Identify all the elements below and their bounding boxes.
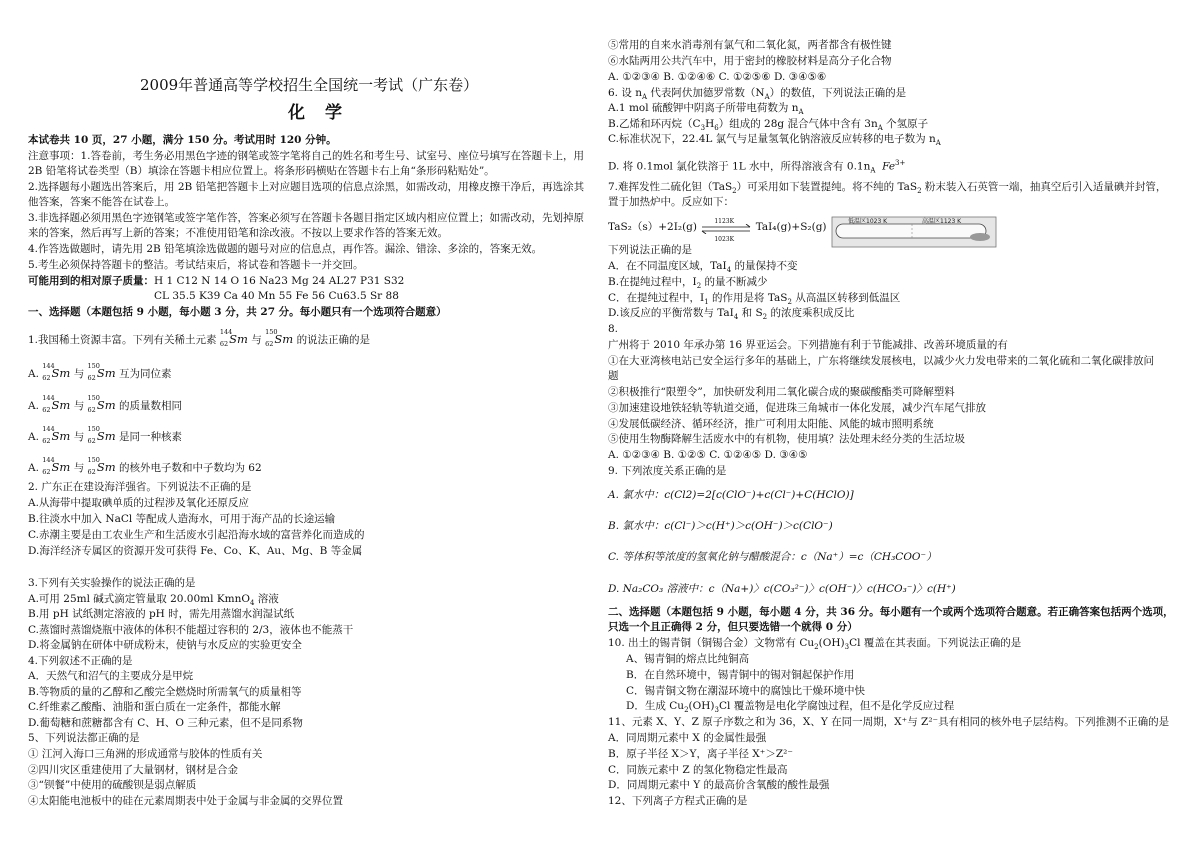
q10-option-d: D．生成 $Cu_2(OH)_3Cl$ 覆盖物是电化学腐蚀过程，但不是化学反应过程 (626, 700, 955, 715)
q6-stem: 6. 设 $n_A$ 代表阿伏加德罗常数$(N_A)$的数值，下列说法正确的是 (608, 87, 907, 102)
exam-info: 本试卷共 10 页，27 小题，满分 150 分。考试用时 120 分钟。 (28, 134, 337, 146)
note-1b: 2B 铅笔将试卷类型（B）填涂在答题卡相应位置上。将条形码横贴在答题卡右上角“条形码粘贴处”。 (28, 165, 495, 177)
q5-stem: 5、下列说法都正确的是 (28, 732, 140, 744)
q5-statement-2: ②四川灾区重建使用了大量钢材，钢材是合金 (28, 764, 238, 776)
q8-statement-2: ②积极推行“限塑令”，加快研发利用二氧化碳合成的聚碳酸酯类可降解塑料 (608, 386, 955, 398)
note-4: 4.作答选做题时，请先用 2B 铅笔填涂选做题的题号对应的信息点，再作答。漏涂、错涂、多涂的，答案无效。 (28, 243, 543, 255)
q5-statement-5: ⑤常用的自来水消毒剂有氯气和二氧化氮，两者都含有极性键 (608, 39, 892, 51)
q1-option-b: A. 144 $_{62}$Sm 与 150 $_{62}$Sm 的质量数相同 (28, 394, 182, 414)
q6-option-b: B.乙烯和环丙烷$(C_3H_6)$组成的 28g 混合气体中含有 $3n_A$ 个氢原子 (608, 118, 929, 133)
q7-option-d: D.该反应的平衡常数与 TaI$_4$ 和 $S_2$ 的浓度乘积成反比 (608, 307, 855, 322)
q5-statement-6: ⑥水陆两用公共汽车中，用于密封的橡胶材料是高分子化合物 (608, 55, 892, 67)
q7-equation: TaS₂（s）+2I₂(g) 1123K 1023K TaI₄(g)+S₂(g) (608, 218, 827, 243)
q5-statement-1: ① 江河入海口三角洲的形成通常与胶体的性质有关 (28, 748, 263, 760)
section-2-heading-2: 只选一个且正确得 2 分，但只要选错一个就得 0 分） (608, 621, 858, 633)
note-5: 5.考生必须保持答题卡的整洁。考试结束后，将试卷和答题卡一并交回。 (28, 259, 364, 271)
q2-stem: 2. 广东正在建设海洋强省。下列说法不正确的是 (28, 481, 252, 493)
q9-stem: 9. 下列浓度关系正确的是 (608, 465, 727, 477)
q8-statement-5: ⑤使用生物酶降解生活废水中的有机物，使用填？法处理未经分类的生活垃圾 (608, 433, 965, 445)
q1-stem: 1.我国稀土资源丰富。下列有关稀土元素 144 $_{62}$Sm 与 150 $_{62}$Sm 的说法正确的是 (28, 332, 370, 351)
q7-stem: 7.难挥发性二硫化钽（TaS$_2$）可采用如下装置提纯。将不纯的 TaS$_2$ 粉末装入石英管一端，抽真空后引入适量碘并封管， (608, 181, 1167, 196)
q5-options: A. ①②③④ B. ①②④⑥ C. ①②⑤⑥ D. ③④⑤⑥ (608, 71, 827, 83)
q11-option-c: C．同族元素中 Z 的氢化物稳定性最高 (608, 764, 788, 776)
q8-statement-3: ③加速建设地铁轻轨等轨道交通，促进珠三角城市一体化发展，减少汽车尾气排放 (608, 402, 986, 414)
q3-option-b: B.用 pH 试纸测定溶液的 pH 时，需先用蒸馏水润湿试纸 (28, 608, 295, 620)
q6-option-d: D. 将 0.1mol 氯化铁溶于 1L 水中，所得溶液含有 $0.1n_A$ $Fe^{3+}$ (608, 159, 906, 175)
exam-subject: 化学 (288, 103, 362, 123)
q8-statement-4: ④发展低碳经济、循环经济，推广可利用太阳能、风能的城市照明系统 (608, 418, 934, 430)
q7-option-a: A．在不同温度区域，TaI$_4$ 的量保持不变 (608, 260, 798, 275)
q1-option-a: A. 144 $_{62}$Sm 与 150 $_{62}$Sm 互为同位素 (28, 362, 172, 382)
note-2a: 2.选择题每小题选出答案后，用 2B 铅笔把答题卡上对应题目选项的信息点涂黑，如需改动，用橡皮擦干净后，再选涂其 (28, 181, 585, 193)
atomic-masses-line-2: CL 35.5 K39 Ca 40 Mn 55 Fe 56 Cu63.5 Sr 88 (154, 290, 399, 302)
q4-option-b: B.等物质的量的乙醇和乙酸完全燃烧时所需氧气的质量相等 (28, 686, 302, 698)
q7-stem-2: 置于加热炉中。反应如下： (608, 196, 734, 208)
q10-option-a: A、锡青铜的熔点比纯铜高 (626, 653, 750, 665)
note-1a: 注意事项：1.答卷前，考生务必用黑色字迹的钢笔或签字笔将自己的姓名和考生号、试室号、座位号填写在答题卡上，用 (28, 150, 585, 162)
q4-option-c: C.纤维素乙酸酯、油脂和蛋白质在一定条件，都能水解 (28, 701, 281, 713)
q4-option-d: D.葡萄糖和蔗糖都含有 C、H、O 三种元素，但不是同系物 (28, 717, 303, 729)
atomic-masses-line-1: 可能用到的相对原子质量：H 1 C12 N 14 O 16 Na23 Mg 24 AL27 P31 S32 (28, 275, 405, 287)
q11-option-b: B．原子半径 X＞Y，离子半径 X⁺＞Z²⁻ (608, 748, 793, 760)
q2-option-d: D.海洋经济专属区的资源开发可获得 Fe、Co、K、Au、Mg、B 等金属 (28, 545, 363, 557)
q8-statement-1b: 题 (608, 370, 619, 382)
quartz-tube-diagram (830, 215, 1000, 251)
q1-option-c: A. 144 $_{62}$Sm 与 150 $_{62}$Sm 是同一种核素 (28, 425, 182, 445)
q9-option-c: C. 等体积等浓度的氢氧化钠与醋酸混合：c（Na⁺）=c（CH₃COO⁻） (608, 551, 937, 563)
exam-title: 2009年普通高等学校招生全国统一考试（广东卷） (140, 76, 479, 94)
note-3b: 来的答案，然后再写上新的答案；不准使用铅笔和涂改液。不按以上要求作答的答案无效。 (28, 227, 448, 239)
q3-option-a: A.可用 25ml 碱式滴定管量取 20.00ml KmnO$_4$ 溶液 (28, 593, 279, 608)
q3-option-d: D.将金属钠在研体中研成粉末，使钠与水反应的实验更安全 (28, 639, 302, 651)
q11-option-d: D．同周期元素中 Y 的最高价含氧酸的酸性最强 (608, 779, 830, 791)
q2-option-b: B.往淡水中加入 NaCl 等配成人造海水，可用于海产品的长途运输 (28, 513, 336, 525)
q9-option-a: A. 氯水中：c(Cl2)=2[c(ClO⁻)+c(Cl⁻)+C(HClO)] (608, 489, 854, 501)
q6-option-a: A.1 mol 硫酸钾中阴离子所带电荷数为 $n_A$ (608, 102, 804, 117)
q10-option-c: C．锡青铜文物在潮湿环境中的腐蚀比干燥环境中快 (626, 685, 866, 697)
q8-stem: 广州将于 2010 年承办第 16 界亚运会。下列措施有利于节能减排、改善环境质量的有 (608, 339, 1008, 351)
atomic-masses-label: 可能用到的相对原子质量： (28, 275, 154, 287)
section-2-heading: 二、选择题（本题包括 9 小题，每小题 4 分，共 36 分。每小题有一个或两个选项符合题意。若正确答案包括两个选项， (608, 606, 1174, 618)
q9-option-d: D. Na₂CO₃ 溶液中：c（Na+)〉c(CO₃²⁻)〉c(OH⁻)〉c(HCO₃⁻)〉c(H⁺) (608, 583, 956, 595)
q3-option-c: C.蒸馏时蒸馏烧瓶中液体的体积不能超过容积的 2/3，液体也不能蒸干 (28, 624, 354, 636)
q6-option-c: C.标准状况下，22.4L 氯气与足量氢氧化钠溶液反应转移的电子数为 $n_A$ (608, 133, 941, 148)
q12-stem: 12、下列离子方程式正确的是 (608, 795, 748, 807)
q4-stem: 4.下列叙述不正确的是 (28, 655, 133, 667)
q5-statement-3: ③“钡餐”中使用的硫酸钡是弱点解质 (28, 779, 197, 791)
q9-option-b: B. 氯水中：c(Cl⁻)＞c(H⁺)＞c(OH⁻)＞c(ClO⁻) (608, 520, 833, 532)
q8-number: 8. (608, 323, 619, 335)
q11-option-a: A．同周期元素中 X 的金属性最强 (608, 732, 767, 744)
q7-option-c: C．在提纯过程中，$I_1$ 的作用是将 TaS$_2$ 从高温区转移到低温区 (608, 292, 901, 307)
q7-question: 下列说法正确的是 (608, 244, 692, 256)
nuclide-sm-144: 144 $_{62}$Sm (219, 328, 248, 348)
q2-option-a: A.从海带中提取碘单质的过程涉及氧化还原反应 (28, 497, 249, 509)
q8-options: A. ①②③④ B. ①②⑤ C. ①②④⑤ D. ③④⑤ (608, 449, 808, 461)
section-1-heading: 一、选择题（本题包括 9 小题，每小题 3 分，共 27 分。每小题只有一个选项符合题意） (28, 306, 447, 318)
q7-option-b: B.在提纯过程中，$I_2$ 的量不断减少 (608, 276, 768, 291)
q2-option-c: C.赤潮主要是由工农业生产和生活废水引起沿海水域的富营养化而造成的 (28, 529, 365, 541)
svg-text:低温区1023 K: 低温区1023 K (848, 218, 888, 225)
q10-stem: 10. 出土的锡青铜（铜锡合金）文物常有 $Cu_2(OH)_3Cl$ 覆盖在其表面。下列说法正确的是 (608, 637, 1022, 652)
q11-stem: 11、元素 X、Y、Z 原子序数之和为 36，X、Y 在同一周期，X⁺与 Z²⁻具有相同的核外电子层结构。下列推测不正确的是 (608, 716, 1170, 728)
q8-statement-1: ①在大亚湾核电站已安全运行多年的基础上，广东将继续发展核电，以减少火力发电带来的二氧化硫和二氧化碳排放问 (608, 355, 1154, 367)
note-2b: 他答案，答案不能答在试卷上。 (28, 196, 175, 208)
svg-text:高温区1123 K: 高温区1123 K (922, 218, 962, 225)
q10-option-b: B．在自然环境中，锡青铜中的锡对铜起保护作用 (626, 669, 855, 681)
q5-statement-4: ④太阳能电池板中的硅在元素周期表中处于金属与非金属的交界位置 (28, 795, 343, 807)
equilibrium-arrow-icon: 1123K 1023K (700, 220, 752, 234)
q3-stem: 3.下列有关实验操作的说法正确的是 (28, 577, 196, 589)
nuclide-sm-150: 150 $_{62}$Sm (265, 328, 294, 348)
q1-option-d: A. 144 $_{62}$Sm 与 150 $_{62}$Sm 的核外电子数和中子数均为 62 (28, 456, 262, 476)
q4-option-a: A．天然气和沼气的主要成分是甲烷 (28, 670, 194, 682)
note-3a: 3.非选择题必须用黑色字迹钢笔或签字笔作答，答案必须写在答题卡各题目指定区域内相应位置上；如需改动，先划掉原 (28, 212, 585, 224)
